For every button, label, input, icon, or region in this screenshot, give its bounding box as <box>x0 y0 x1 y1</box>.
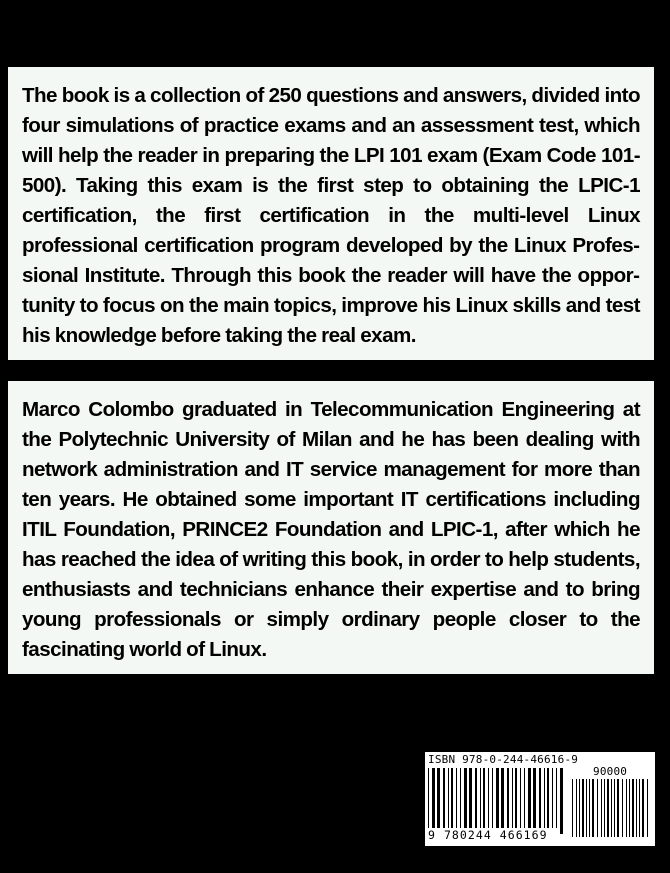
barcode-bar <box>483 768 485 828</box>
barcode-bar <box>647 779 648 837</box>
barcode-bar <box>592 779 594 837</box>
barcode-bar <box>475 768 477 828</box>
barcode-bar <box>611 779 612 837</box>
barcode-bar <box>626 779 627 837</box>
barcode-bar <box>432 768 435 834</box>
barcode-bar <box>464 768 467 828</box>
barcode-bar <box>437 768 440 828</box>
barcode-bar <box>528 768 531 828</box>
barcode-bar <box>582 779 584 837</box>
barcode-bar <box>488 768 489 828</box>
barcode-bar <box>480 768 481 828</box>
barcode-bar <box>572 779 573 837</box>
author-bio-panel <box>8 381 654 674</box>
barcode-bar <box>617 779 619 837</box>
barcode-bar <box>443 768 445 828</box>
barcode-bar <box>586 779 587 837</box>
barcode-bar <box>520 768 521 828</box>
barcode-bar <box>460 768 461 828</box>
barcode-bar <box>501 768 504 828</box>
barcode-bar <box>492 768 493 828</box>
barcode-bar <box>636 779 637 837</box>
isbn-label: ISBN 978-0-244-46616-9 <box>428 753 579 766</box>
barcode-bar <box>456 768 457 828</box>
barcode-bar <box>544 768 545 828</box>
barcode-bar <box>512 768 513 828</box>
barcode-bar <box>524 768 525 828</box>
barcode-bar <box>515 768 517 828</box>
barcode-bar <box>629 779 630 837</box>
barcode-bar <box>576 779 577 837</box>
barcode-bar <box>560 768 563 834</box>
barcode-bar <box>614 779 615 837</box>
barcode-bar <box>639 779 640 837</box>
barcode-bar <box>622 779 623 837</box>
barcode-bar <box>469 768 472 828</box>
barcode-bar <box>579 779 580 837</box>
barcode-bar <box>533 768 536 828</box>
book-description-text: The book is a collection of 250 questions and answers, divided into four simulations of practice exams and an assessment test, which will help the reader in preparing the LPI 101 exam (Exam Code 101-500). Taking this exam is the first step to obtaining the LPIC-1 certification, the first certification in the multi-level Linux professional certification program developed by the Linux Professional Institute. Through this book the reader will have the opportunity to focus on the main topics, improve his Linux skills and test his knowledge before taking the real exam. <box>22 84 640 347</box>
barcode-bar <box>448 768 449 828</box>
addon-barcode-bars <box>571 779 651 839</box>
barcode-bar <box>607 779 609 837</box>
barcode-bar <box>632 779 634 837</box>
author-bio-text: Marco Colombo graduated in Telecommunication Engineering at the Polytechnic University of Milan and he has been dealing with network administration and IT service management for more than ten years. He obtained some important IT certifications including ITIL Foundation, PRINCE2 Foundation and LPIC-1, after which he has reached the idea of writing this book, in order to help students, enthusiasts and technicians enhance their expertise and to bring young professionals or simply ordinary people closer to the fascinating world of Linux. <box>22 398 640 661</box>
barcode-bar <box>428 768 429 834</box>
barcode-bar <box>642 779 644 837</box>
barcode-bar <box>604 779 605 837</box>
barcode-bar <box>597 779 598 837</box>
barcode-bar <box>589 779 590 837</box>
barcode-bar <box>539 768 541 828</box>
barcode-bar <box>507 768 509 828</box>
ean-digits: 9 780244 466169 <box>428 828 548 842</box>
barcode-bar <box>601 779 602 837</box>
price-addon-digits: 90000 <box>593 765 628 778</box>
barcode-bar <box>496 768 499 834</box>
barcode-bar <box>556 768 557 828</box>
barcode-bar <box>552 768 553 828</box>
isbn-barcode-block <box>425 752 655 846</box>
barcode-bar <box>547 768 549 828</box>
book-description-panel <box>8 67 654 360</box>
barcode-bar <box>451 768 453 828</box>
